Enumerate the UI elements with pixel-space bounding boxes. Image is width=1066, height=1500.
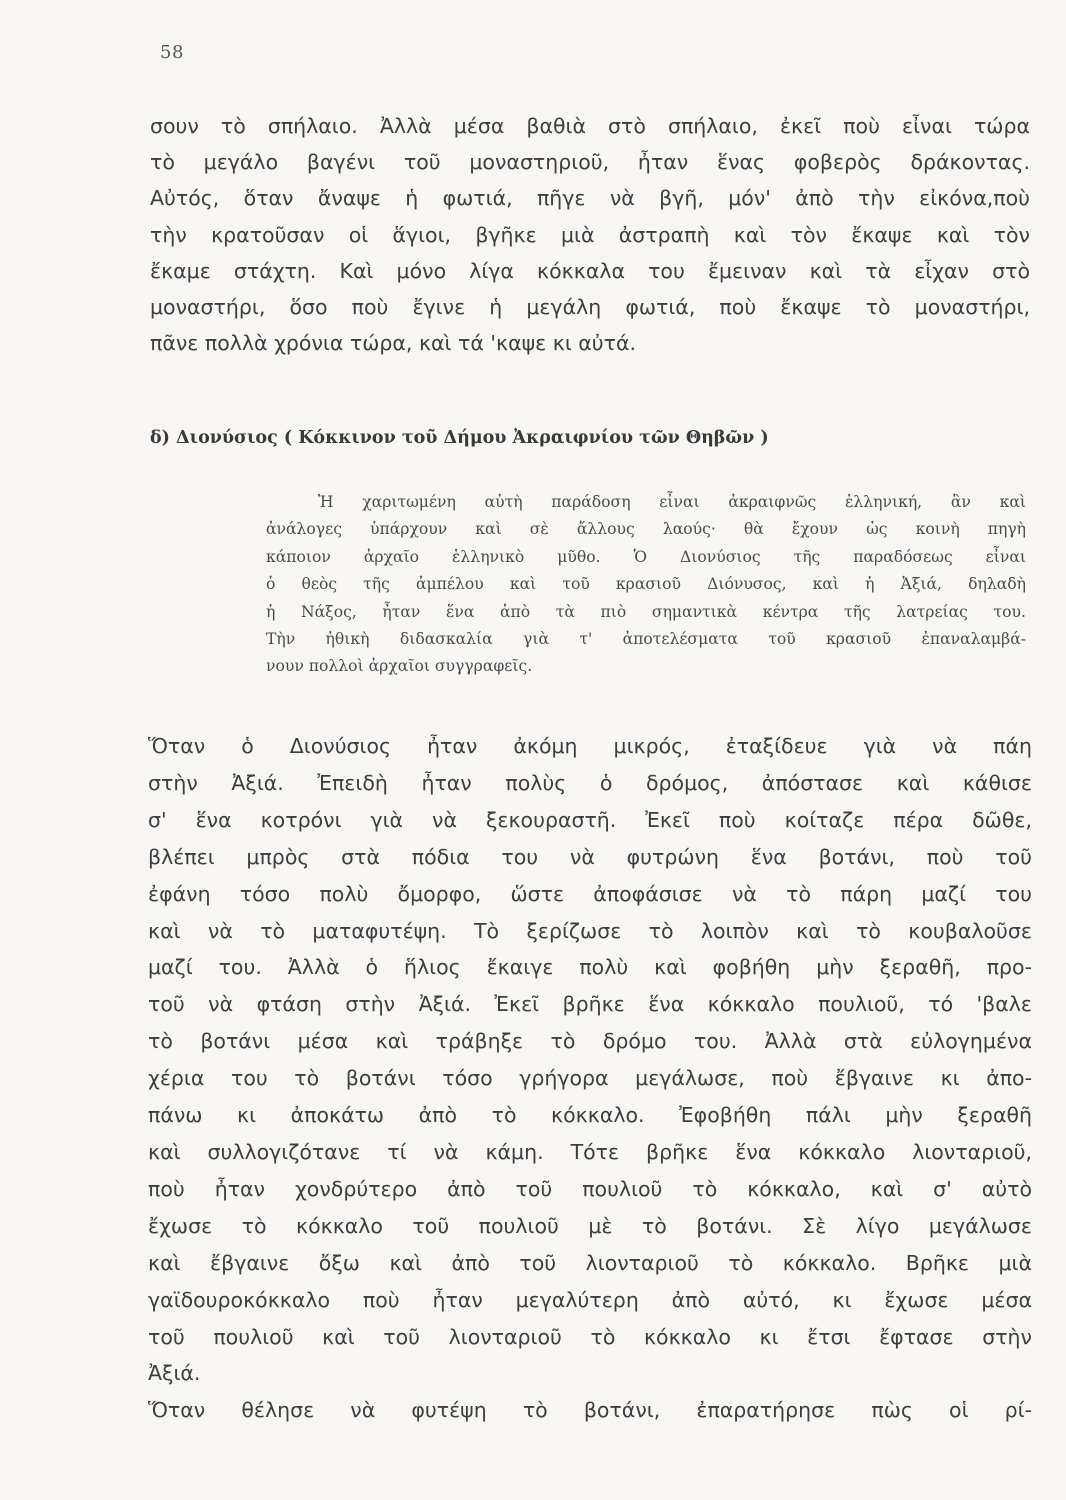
- text-line: μαζί του. Ἀλλὰ ὁ ἥλιος ἔκαιγε πολὺ καὶ φοβήθη μὴν ξεραθῆ, προ-: [148, 955, 1032, 980]
- commentary-paragraph: [266, 489, 1026, 681]
- text-line: τὸ μεγάλο βαγένι τοῦ μοναστηριοῦ, ἦταν ἕνας φοβερὸς δράκοντας.: [150, 150, 1030, 175]
- text-line: βλέπει μπρὸς στὰ πόδια του νὰ φυτρώνη ἕνα βοτάνι, ποὺ τοῦ: [148, 844, 1032, 869]
- text-line: νουν πολλοὶ ἀρχαῖοι συγγραφεῖς.: [266, 657, 533, 676]
- text-line: πάνω κι ἀποκάτω ἀπὸ τὸ κόκκαλο. Ἐφοβήθη πάλι μὴν ξεραθῆ: [148, 1103, 1032, 1128]
- text-line: ἀνάλογες ὑπάρχουν καὶ σὲ ἄλλους λαούς· θὰ ἔχουν ὡς κοινὴ πηγὴ: [266, 520, 1026, 539]
- text-line: καὶ ἔβγαινε ὄξω καὶ ἀπὸ τοῦ λιονταριοῦ τὸ κόκκαλο. Βρῆκε μιὰ: [148, 1250, 1032, 1275]
- text-line: καὶ συλλογιζότανε τί νὰ κάμη. Τότε βρῆκε ἕνα κόκκαλο λιονταριοῦ,: [148, 1139, 1032, 1164]
- text-line: κάποιον ἀρχαῖο ἑλληνικὸ μῦθο. Ὁ Διονύσιος τῆς παραδόσεως εἶναι: [266, 547, 1026, 566]
- text-line: ἐφάνη τόσο πολὺ ὄμορφο, ὥστε ἀποφάσισε νὰ τὸ πάρη μαζί του: [148, 881, 1032, 906]
- story-paragraph: [148, 728, 1032, 1429]
- text-line: μοναστήρι, ὅσο ποὺ ἔγινε ἡ μεγάλη φωτιά, ποὺ ἔκαψε τὸ μοναστήρι,: [150, 295, 1030, 320]
- text-line: ἔχωσε τὸ κόκκαλο τοῦ πουλιοῦ μὲ τὸ βοτάνι. Σὲ λίγο μεγάλωσε: [148, 1213, 1032, 1238]
- page-number: 58: [160, 42, 184, 63]
- section-heading: δ) Διονύσιος ( Κόκκινον τοῦ Δήμου Ἀκραιφνίου τῶν Θηβῶν ): [150, 428, 769, 448]
- text-line: ποὺ ἦταν χονδρύτερο ἀπὸ τοῦ πουλιοῦ τὸ κόκκαλο, καὶ σ' αὐτὸ: [148, 1176, 1032, 1201]
- text-line: ἔκαμε στάχτη. Καὶ μόνο λίγα κόκκαλα του ἔμειναν καὶ τὰ εἶχαν στὸ: [150, 258, 1030, 283]
- text-line: τοῦ νὰ φτάση στὴν Ἀξιά. Ἐκεῖ βρῆκε ἕνα κόκκαλο πουλιοῦ, τό 'βαλε: [148, 992, 1032, 1017]
- text-line: τοῦ πουλιοῦ καὶ τοῦ λιονταριοῦ τὸ κόκκαλο κι ἔτσι ἔφτασε στὴν: [148, 1324, 1032, 1349]
- text-line: γαϊδουροκόκκαλο ποὺ ἦταν μεγαλύτερη ἀπὸ αὐτό, κι ἔχωσε μέσα: [148, 1287, 1032, 1312]
- text-line: Ὅταν θέλησε νὰ φυτέψη τὸ βοτάνι, ἐπαρατήρησε πὼς οἱ ρί-: [148, 1398, 1032, 1423]
- text-line: Τὴν ἠθικὴ διδασκαλία γιὰ τ' ἀποτελέσματα τοῦ κρασιοῦ ἐπαναλαμβά-: [266, 630, 1026, 649]
- text-line: ἡ Νάξος, ἦταν ἕνα ἀπὸ τὰ πιὸ σημαντικὰ κέντρα τῆς λατρείας του.: [266, 602, 1026, 621]
- text-line: τὸ βοτάνι μέσα καὶ τράβηξε τὸ δρόμο του. Ἀλλὰ στὰ εὐλογημένα: [148, 1029, 1032, 1054]
- text-line: σ' ἕνα κοτρόνι γιὰ νὰ ξεκουραστῆ. Ἐκεῖ ποὺ κοίταζε πέρα δῶθε,: [148, 807, 1032, 832]
- text-line: Αὐτός, ὅταν ἄναψε ἡ φωτιά, πῆγε νὰ βγῆ, μόν' ἀπὸ τὴν εἰκόνα,ποὺ: [150, 186, 1030, 211]
- text-line: ὁ θεὸς τῆς ἀμπέλου καὶ τοῦ κρασιοῦ Διόνυσος, καὶ ἡ Ἀξιά, δηλαδὴ: [266, 575, 1026, 594]
- text-line: Ἡ χαριτωμένη αὐτὴ παράδοση εἶναι ἀκραιφνῶς ἑλληνική, ἂν καὶ: [318, 493, 1026, 511]
- text-line: Ὅταν ὁ Διονύσιος ἦταν ἀκόμη μικρός, ἐταξίδευε γιὰ νὰ πάη: [148, 734, 1032, 758]
- text-line: πᾶνε πολλὰ χρόνια τώρα, καὶ τά 'καψε κι αὐτά.: [150, 331, 637, 356]
- text-line: Ἀξιά.: [148, 1361, 201, 1386]
- top-paragraph: [150, 108, 1030, 361]
- text-line: καὶ νὰ τὸ ματαφυτέψη. Τὸ ξερίζωσε τὸ λοιπὸν καὶ τὸ κουβαλοῦσε: [148, 918, 1032, 943]
- text-line: χέρια του τὸ βοτάνι τόσο γρήγορα μεγάλωσε, ποὺ ἔβγαινε κι ἀπο-: [148, 1066, 1032, 1091]
- text-line: στὴν Ἀξιά. Ἐπειδὴ ἦταν πολὺς ὁ δρόμος, ἀπόστασε καὶ κάθισε: [148, 770, 1032, 795]
- text-line: τὴν κρατοῦσαν οἱ ἅγιοι, βγῆκε μιὰ ἀστραπὴ καὶ τὸν ἔκαψε καὶ τὸν: [150, 222, 1030, 247]
- text-line: σουν τὸ σπήλαιο. Ἀλλὰ μέσα βαθιὰ στὸ σπήλαιο, ἐκεῖ ποὺ εἶναι τώρα: [150, 114, 1030, 138]
